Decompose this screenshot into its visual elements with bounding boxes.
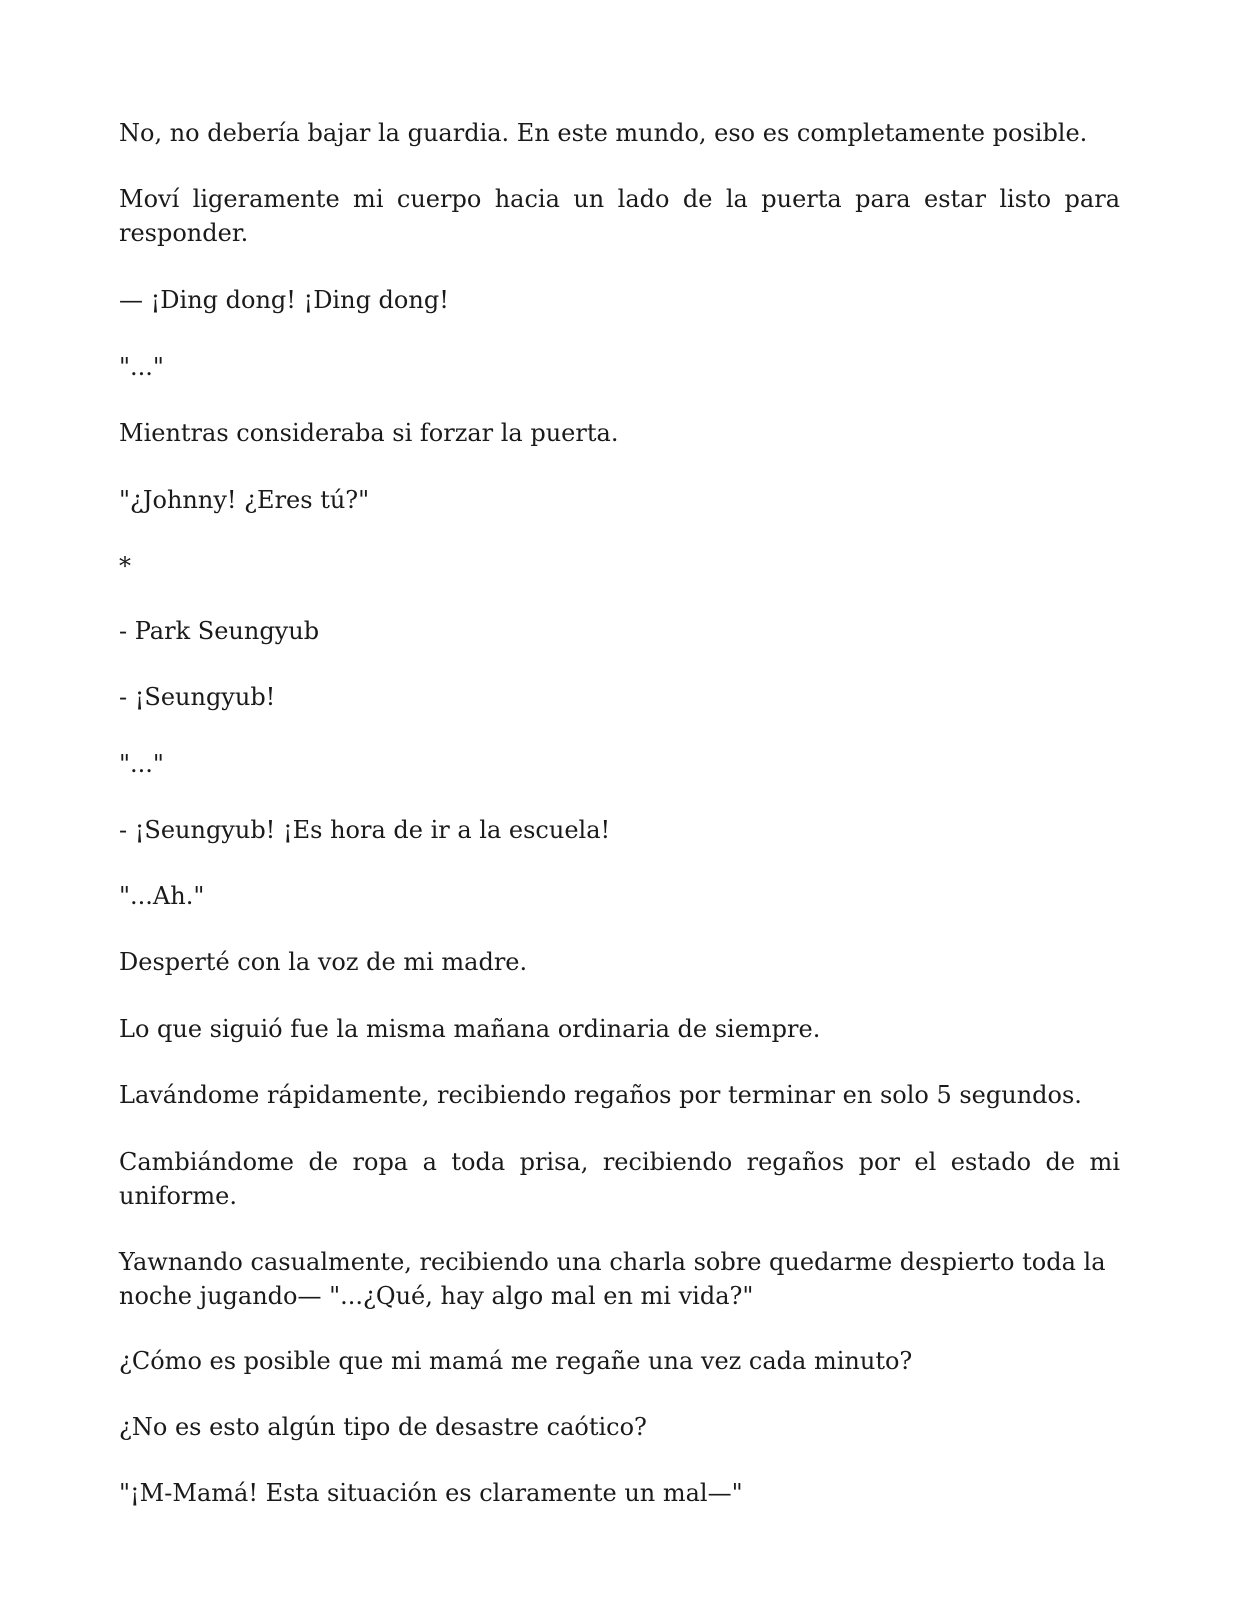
paragraph: - ¡Seungyub! ¡Es hora de ir a la escuela! — [119, 816, 611, 844]
paragraph: Lavándome rápidamente, recibiendo regaños por terminar en solo 5 segundos. — [119, 1081, 1082, 1109]
scene-break: * — [119, 552, 131, 580]
paragraph: Yawnando casualmente, recibiendo una charla sobre quedarme despierto toda la noche jugando— "...¿Qué, hay algo mal en mi vida?" — [119, 1248, 1106, 1310]
paragraph: "..." — [119, 750, 164, 778]
paragraph: "¡M-Mamá! Esta situación es claramente un mal—" — [119, 1479, 743, 1507]
paragraph: Lo que siguió fue la misma mañana ordinaria de siempre. — [119, 1015, 821, 1043]
paragraph: - ¡Seungyub! — [119, 683, 276, 711]
paragraph: - Park Seungyub — [119, 617, 320, 645]
paragraph: Moví ligeramente mi cuerpo hacia un lado de la puerta para estar listo para responder. — [119, 185, 1120, 247]
paragraph: Mientras consideraba si forzar la puerta. — [119, 419, 619, 447]
paragraph: "...Ah." — [119, 882, 205, 910]
paragraph: ¿Cómo es posible que mi mamá me regañe una vez cada minuto? — [119, 1347, 913, 1375]
paragraph: Cambiándome de ropa a toda prisa, recibiendo regaños por el estado de mi uniforme. — [119, 1148, 1120, 1210]
paragraph: "..." — [119, 353, 164, 381]
paragraph: No, no debería bajar la guardia. En este mundo, eso es completamente posible. — [119, 119, 1088, 147]
paragraph: — ¡Ding dong! ¡Ding dong! — [119, 286, 449, 314]
paragraph: Desperté con la voz de mi madre. — [119, 948, 528, 976]
paragraph: "¿Johnny! ¿Eres tú?" — [119, 486, 370, 514]
paragraph: ¿No es esto algún tipo de desastre caótico? — [119, 1413, 647, 1441]
